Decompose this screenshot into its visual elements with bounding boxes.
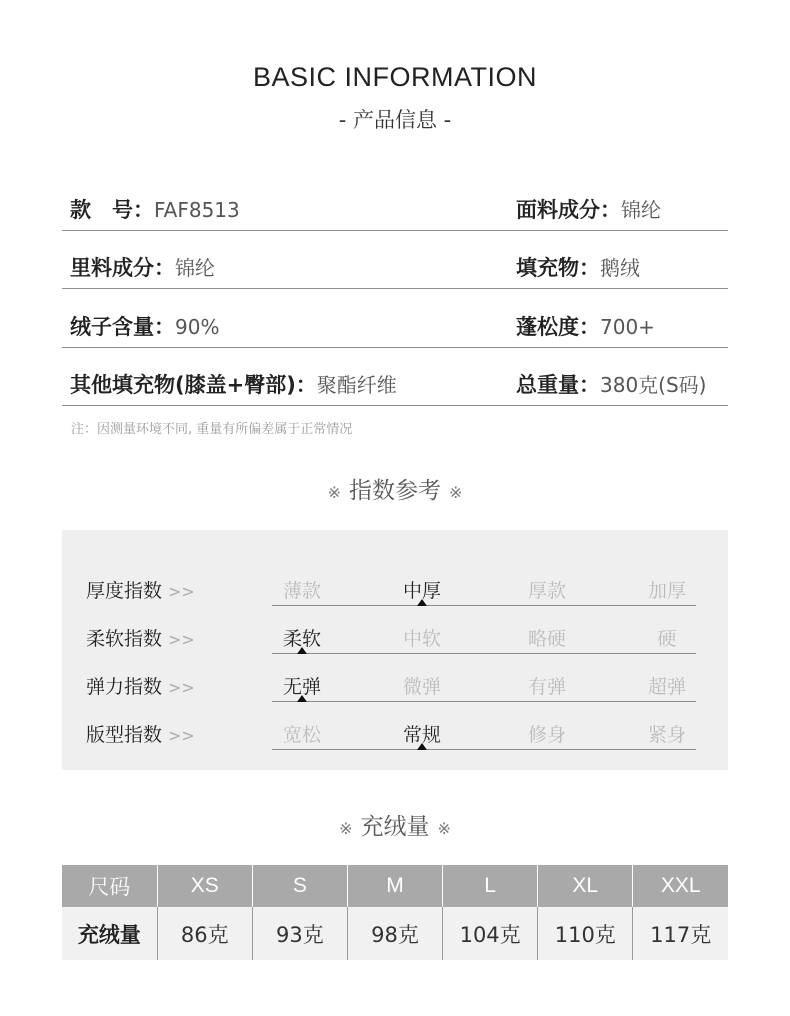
info-value: 聚酯纤维 [316, 373, 397, 397]
index-option: 紧身 [647, 724, 686, 746]
down-table-row [62, 907, 728, 960]
weight-note: 注：因测量环境不同, 重量有所偏差属于正常情况 [71, 422, 353, 437]
index-row [62, 704, 728, 752]
info-cell-left [70, 365, 397, 405]
info-key: 总重量： [516, 373, 600, 397]
index-option: 中软 [402, 628, 441, 650]
info-row [62, 248, 728, 289]
page-title-en: BASIC INFORMATION [252, 62, 537, 92]
arrow-indicator: >> [168, 630, 195, 649]
size-header: S [252, 865, 347, 907]
info-value: 380克(S码) [600, 373, 707, 397]
down-fill-value: 86克 [157, 907, 252, 960]
down-fill-label: 充绒量 [62, 907, 157, 960]
down-fill-value: 104克 [443, 907, 538, 960]
info-key: 绒子含量： [70, 315, 175, 339]
info-key: 款 号： [70, 198, 154, 222]
down-fill-table [62, 865, 728, 960]
index-option: 微弹 [402, 676, 441, 698]
selected-marker-icon [417, 743, 427, 750]
reference-mark-left: ※ [327, 483, 341, 502]
size-header: XXL [633, 865, 728, 907]
arrow-indicator: >> [168, 678, 195, 697]
info-value: 鹅绒 [600, 256, 640, 280]
size-header: M [347, 865, 442, 907]
info-value: FAF8513 [154, 198, 240, 222]
index-row [62, 656, 728, 704]
index-scale-line [272, 605, 696, 606]
down-fill-value: 110克 [538, 907, 633, 960]
info-key: 填充物： [516, 256, 600, 280]
info-cell-right [516, 248, 640, 288]
down-table-header-row [62, 865, 728, 907]
info-value: 锦纶 [175, 256, 215, 280]
index-section-title-text: 指数参考 [349, 478, 441, 504]
info-row [62, 365, 728, 406]
info-key: 面料成分： [516, 198, 621, 222]
index-option: 薄款 [282, 580, 321, 602]
index-label [86, 576, 195, 603]
index-label-text: 厚度指数 [86, 580, 163, 602]
index-option: 超弹 [647, 676, 686, 698]
index-option-selected: 无弹 [282, 676, 321, 698]
arrow-indicator: >> [168, 726, 195, 745]
info-value: 700+ [600, 315, 655, 339]
info-cell-right [516, 190, 661, 230]
index-label-text: 版型指数 [86, 724, 163, 746]
info-cell-left [70, 248, 215, 288]
index-label [86, 624, 195, 651]
info-key: 蓬松度： [516, 315, 600, 339]
index-option-selected: 常规 [402, 724, 441, 746]
index-option-selected: 中厚 [402, 580, 441, 602]
size-header: XS [157, 865, 252, 907]
index-row [62, 560, 728, 608]
index-option: 厚款 [527, 580, 566, 602]
down-section-title-text: 充绒量 [360, 814, 430, 840]
index-label-text: 柔软指数 [86, 628, 163, 650]
index-option: 略硬 [527, 628, 566, 650]
index-row [62, 608, 728, 656]
info-row [62, 190, 728, 231]
reference-mark-right: ※ [449, 483, 463, 502]
down-fill-value: 98克 [347, 907, 442, 960]
down-section-title [0, 808, 790, 841]
info-value: 90% [175, 315, 220, 339]
index-scale-line [272, 701, 696, 702]
selected-marker-icon [297, 647, 307, 654]
info-cell-left [70, 307, 219, 347]
index-scale-line [272, 749, 696, 750]
index-option: 加厚 [647, 580, 686, 602]
selected-marker-icon [297, 695, 307, 702]
selected-marker-icon [417, 599, 427, 606]
index-label [86, 720, 195, 747]
index-label [86, 672, 195, 699]
info-row [62, 307, 728, 348]
index-panel [62, 530, 728, 770]
index-option: 有弹 [527, 676, 566, 698]
index-option: 修身 [527, 724, 566, 746]
info-cell-right [516, 307, 655, 347]
index-section-title [0, 472, 790, 505]
down-fill-value: 117克 [633, 907, 728, 960]
down-fill-value: 93克 [252, 907, 347, 960]
info-value: 锦纶 [621, 198, 661, 222]
size-header-label: 尺码 [62, 865, 157, 907]
index-scale-line [272, 653, 696, 654]
reference-mark-left: ※ [339, 819, 353, 838]
size-header: XL [538, 865, 633, 907]
info-key: 其他填充物(膝盖+臀部)： [70, 373, 317, 397]
index-option-selected: 柔软 [282, 628, 321, 650]
index-option: 宽松 [282, 724, 321, 746]
index-option: 硬 [657, 628, 677, 650]
info-cell-left [70, 190, 240, 230]
page-subtitle-cn: - 产品信息 - [338, 108, 452, 132]
arrow-indicator: >> [168, 582, 195, 601]
index-label-text: 弹力指数 [86, 676, 163, 698]
info-cell-right [516, 365, 706, 405]
reference-mark-right: ※ [437, 819, 451, 838]
info-key: 里料成分： [70, 256, 175, 280]
size-header: L [443, 865, 538, 907]
